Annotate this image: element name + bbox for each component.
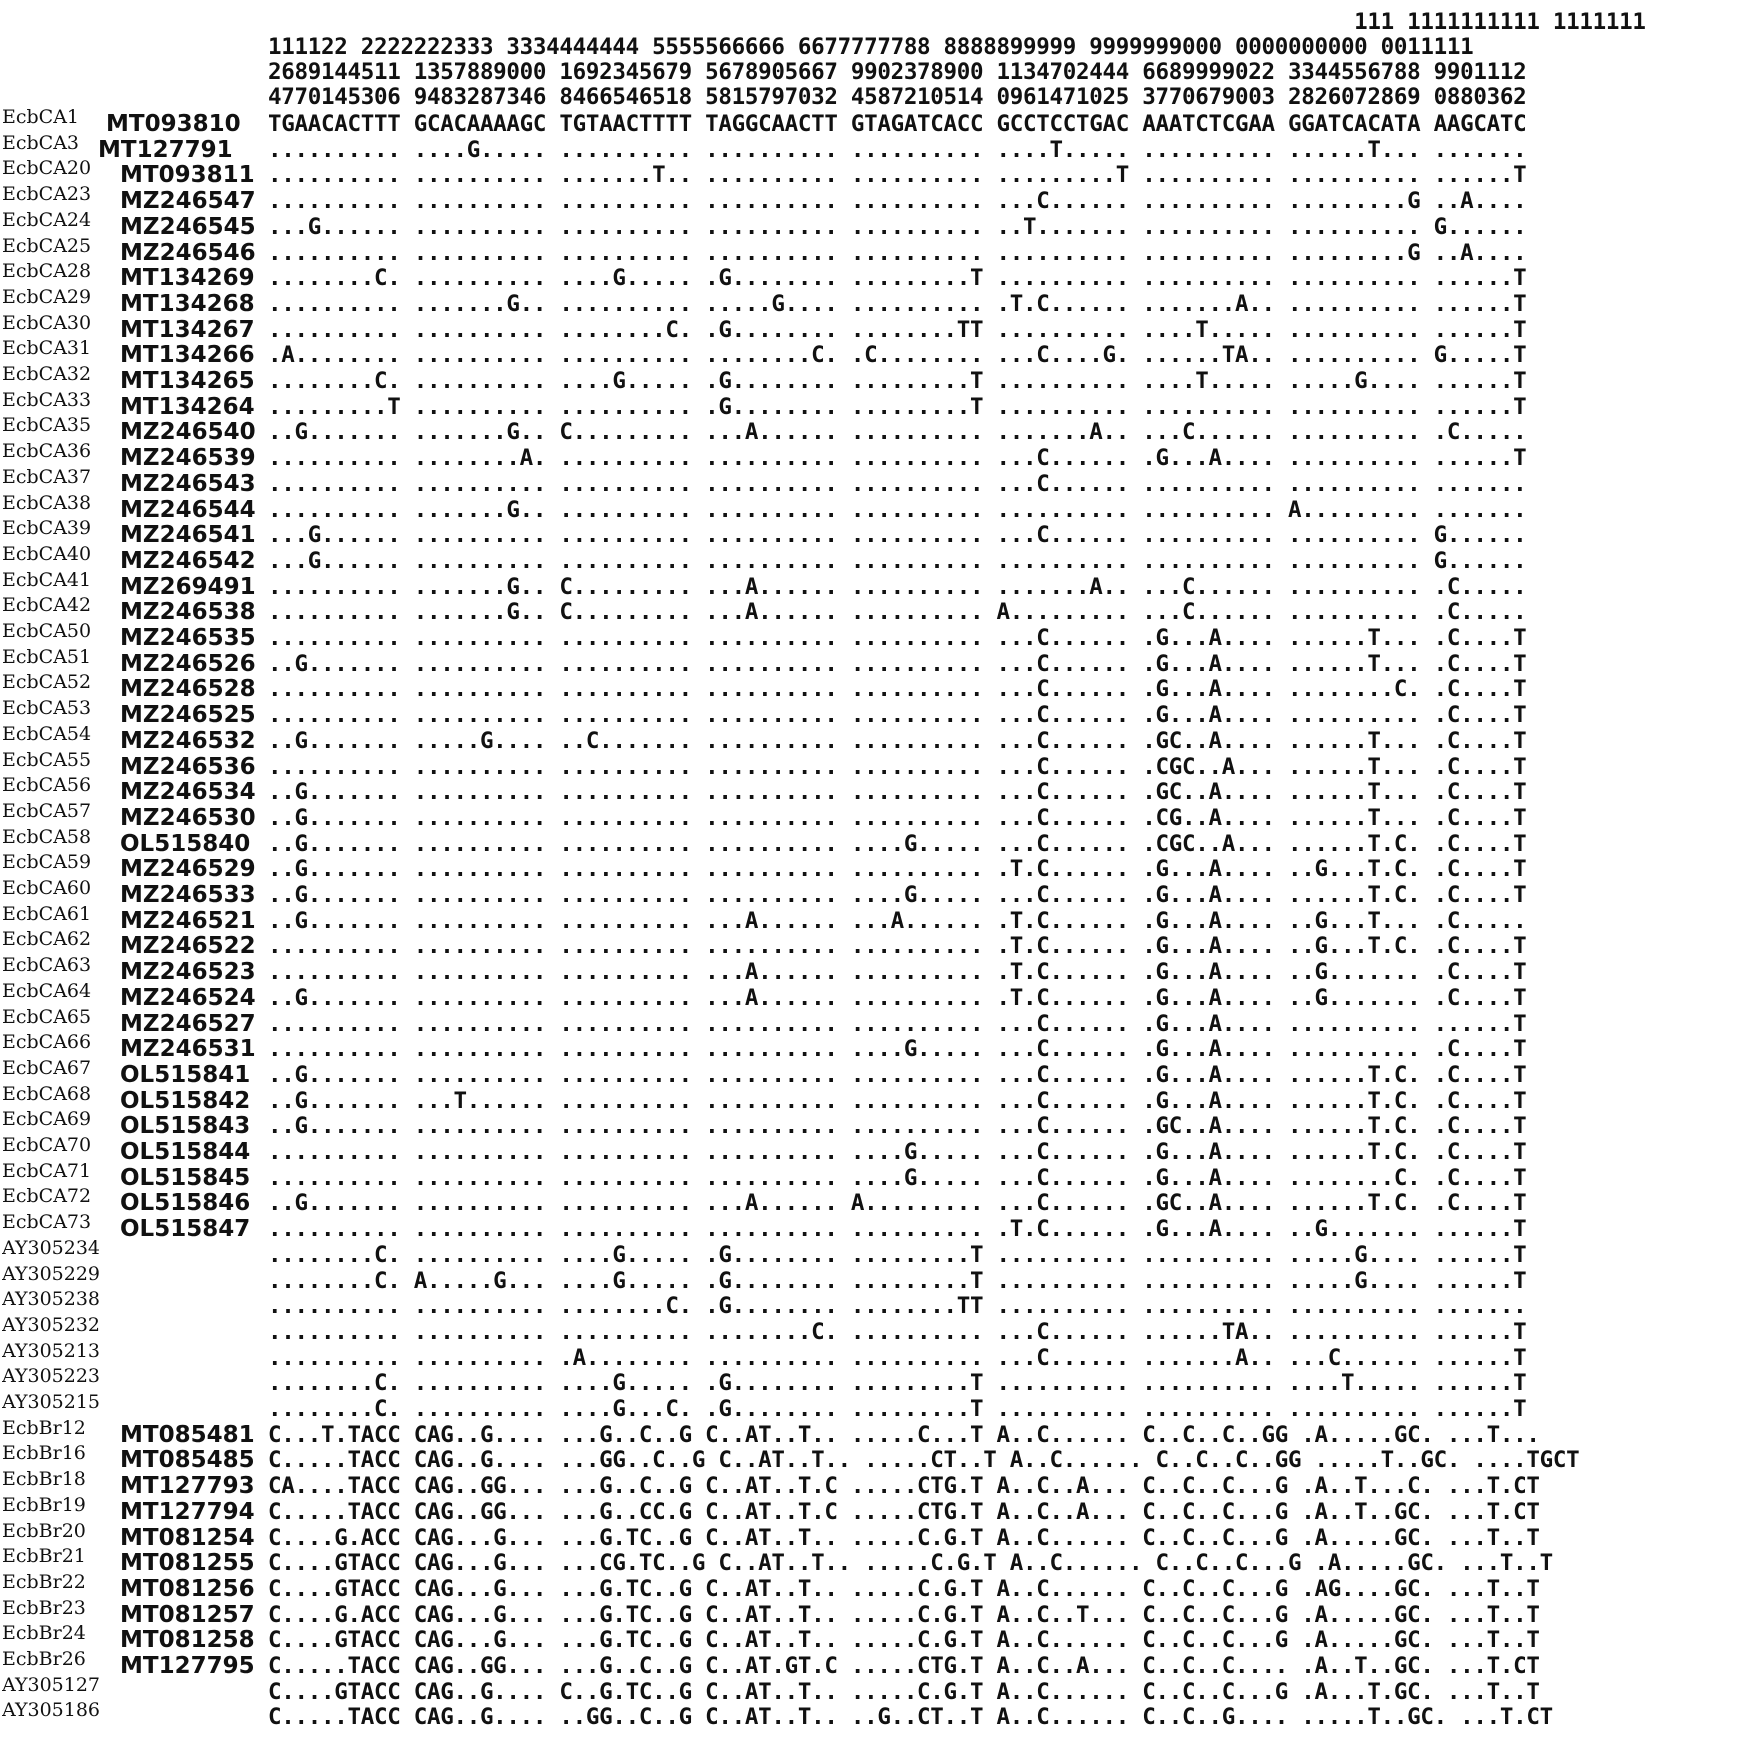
isolate-name: AY305229 [2,1262,101,1285]
accession-number: MZ246543 [120,470,256,497]
accession-number: MZ246544 [120,496,256,523]
isolate-name: EcbCA28 [2,260,92,283]
isolate-name: EcbBr12 [2,1416,86,1439]
accession-number: MT093810 [106,111,241,137]
isolate-name: EcbCA61 [2,902,92,925]
accession-number: MZ246534 [120,779,256,806]
sequence-row: .......... .......... .......... .......... .......... ...C...... .G...A.... ......T... .C....T [268,625,1527,651]
sequence-row: .......... .......... .......... .......... ....G..... ...C...... .G...A.... ......T.C. .C....T [268,1139,1527,1165]
isolate-name: EcbCA69 [2,1108,92,1131]
sequence-row: .......... .......... .......... .......... ....G..... ...C...... .G...A.... ........C. .C....T [268,1164,1527,1191]
sequence-row: ..G....... .......... .......... ...A...... .......... .T.C...... .G...A.... ..G....... .C....T [268,984,1527,1011]
sequence-row: .......... .......... .......T.. .......... .......... .........T .......... .......... ......T [268,162,1527,189]
sequence-row: .......... .......... .......... .......... .......... ...C...... .G...A.... .......... ......T [268,1010,1527,1037]
accession-number: MZ246546 [120,239,256,266]
sequence-row: .......... ........A. .......... .......... .......... ...C...... .G...A.... .......... ......T [268,445,1527,472]
sequence-row: .........T .......... .......... .G........ .........T .......... .......... .......... ......T [268,393,1527,420]
isolate-name: EcbCA33 [2,388,92,411]
accession-number: MT081256 [120,1575,255,1602]
isolate-name: EcbCA67 [2,1056,92,1079]
isolate-name: EcbCA38 [2,491,92,514]
sequence-row: ........C. .......... ....G..... .G........ .........T .......... .......... .......... ......T [268,265,1527,292]
isolate-name: EcbCA54 [2,722,92,745]
accession-number: OL515841 [120,1061,251,1088]
accession-number: MZ246538 [120,599,256,626]
sequence-row: .......... .......... .......... .......... .......... .......... .......... .........G ..A.... [268,239,1527,266]
accession-number: MT093811 [120,162,255,189]
sequence-row: ..G....... .......... .......... .......... ....G..... ...C...... .CGC..A... ......T.C. .C....T [268,830,1527,857]
isolate-name: EcbCA53 [2,697,92,720]
accession-number: MZ246524 [120,984,256,1011]
accession-number: MT085481 [120,1421,255,1448]
sequence-row: .......... .......G.. .......... .......... .......... .......... .......... A......... ....... [268,496,1527,523]
accession-number: MZ246542 [120,547,256,574]
accession-number: MZ246541 [120,522,256,549]
sequence-row: .......... .......... .......... .......... .......... ...C...... .G...A.... .......... .C....T [268,702,1527,729]
isolate-name: EcbCA30 [2,311,92,334]
isolate-name: EcbCA57 [2,799,92,822]
isolate-name: EcbBr26 [2,1648,86,1670]
accession-number: MT134265 [120,368,255,394]
isolate-name: EcbCA1 [2,106,80,128]
accession-number: MZ246521 [120,907,256,934]
accession-number: MZ246531 [120,1036,256,1063]
isolate-name: EcbCA39 [2,517,92,540]
sequence-row: ..G....... .......... .......... .......... .......... ...C...... .G...A.... ......T... .C....T [268,650,1527,677]
accession-number: MT081254 [120,1524,255,1551]
accession-number: MT127795 [120,1653,255,1679]
isolate-name: EcbCA68 [2,1082,92,1105]
sequence-row: ...G...... .......... .......... .......... .......... ..T....... .......... .......... G...... [268,213,1527,240]
isolate-name: EcbCA40 [2,542,92,565]
accession-number: MZ246529 [120,856,256,883]
sequence-row: .......... .......... .......... ...A...... .......... .T.C...... .G...A.... ..G....... .C....T [268,959,1527,986]
isolate-name: EcbCA37 [2,465,92,488]
isolate-name: AY305213 [2,1339,101,1362]
isolate-name: EcbCA42 [2,594,92,617]
sequence-row: .A........ .......... .......... ........C. .C........ ...C....G. ......TA.. .......... G.....T [268,342,1527,369]
isolate-name: AY305186 [2,1699,101,1722]
accession-number: MT085485 [120,1447,255,1474]
accession-number: MZ246539 [120,445,256,472]
isolate-name: EcbBr24 [2,1622,86,1645]
accession-number: MZ246540 [120,419,256,446]
accession-number: MZ246536 [120,753,256,780]
sequence-row: .......... .......... .......... .......... .......... ...C...... .CGC..A... ......T... .C....T [268,753,1527,780]
isolate-name: AY305234 [2,1236,101,1259]
accession-number: MZ246547 [120,188,256,215]
sequence-row: ..G....... .......... .......... .......... .......... ...C...... .GC..A.... ......T... .C....T [268,779,1527,806]
isolate-name: EcbCA20 [2,157,92,180]
isolate-name: EcbCA56 [2,774,92,797]
isolate-name: EcbCA35 [2,414,92,437]
isolate-name: EcbCA73 [2,1211,92,1234]
accession-number: MZ246535 [120,625,256,651]
accession-number: MZ246523 [120,959,256,986]
accession-number: OL515847 [120,1216,251,1243]
sequence-row: .......... .......... .......... .......... .......... .T.C...... .G...A.... ..G....... ......T [268,1216,1527,1243]
accession-number: MT134267 [120,316,255,343]
isolate-name: EcbCA52 [2,671,92,694]
accession-number: OL515842 [120,1087,251,1114]
position-header-line-1: 111 1111111111 1111111 [268,9,1646,35]
sequence-row: CA....TACC CAG..GG... ...G..C..G C..AT..T.C .....CTG.T A..C..A... C..C..C...G .A..T...C. ...T.CT [268,1473,1540,1500]
sequence-row: .......... .......... .......... .......... ....G..... ...C...... .G...A.... .......... .C....T [268,1036,1527,1063]
isolate-name: EcbBr22 [2,1570,86,1593]
isolate-name: EcbCA50 [2,620,92,642]
sequence-row: .......... .......G.. .......... .....G.... .......... .T.C...... .......A.. .......... ......T [268,290,1527,317]
isolate-name: EcbCA31 [2,337,92,360]
sequence-row: C....G.ACC CAG...G... ...G.TC..G C..AT..T.. .....C.G.T A..C...... C..C..C...G .A.....GC. ...T..T [268,1524,1540,1551]
sequence-row: ...G...... .......... .......... .......... .......... .......... .......... .......... G...... [268,547,1527,574]
isolate-name: EcbCA60 [2,877,92,899]
sequence-row: .......... .......G.. C......... ...A...... .......... A......... ...C...... .......... .C..... [268,599,1527,626]
sequence-row: ........C. .......... ....G..... .G........ .........T .......... .......... .....G.... ......T [268,1241,1527,1268]
accession-number: MT081255 [120,1550,255,1577]
sequence-row: C....GTACC CAG...G... ...CG.TC..G C..AT..T.. .....C.G.T A..C...... C..C..C...G .A.....GC. ...T..T [268,1550,1553,1577]
accession-number: MZ246525 [120,702,256,729]
accession-number: MZ246526 [120,650,256,677]
sequence-row: ..G....... .......... .......... .......... .......... .T.C...... .G...A.... ..G...T.C. .C....T [268,856,1527,883]
sequence-row: ..G....... .......... .......... .......... ....G..... ...C...... .G...A.... ......T.C. .C....T [268,882,1527,908]
isolate-name: EcbCA59 [2,851,92,874]
sequence-row: C.....TACC CAG..GG... ...G..C..G C..AT.GT.C .....CTG.T A..C..A... C..C..C.... .A..T..GC. ...T.CT [268,1653,1540,1679]
accession-number: MT134269 [120,265,255,292]
sequence-row: C...T.TACC CAG..G.... ...G..C..G C..AT..T.. .....C...T A..C...... C..C..C..GG .A.....GC. ...T... [268,1421,1540,1448]
sequence-row: ..G....... .......... .......... .......... .......... ...C...... .CG..A.... ......T... .C....T [268,804,1527,831]
isolate-name: EcbCA23 [2,183,92,206]
accession-number: MT081258 [120,1627,255,1654]
sequence-row: C.....TACC CAG..G.... ...GG..C..G C..AT..T.. .....CT..T A..C...... C..C..C..GG .....T..GC. ....TGCT [268,1447,1580,1474]
sequence-row: C....G.ACC CAG...G... ...G.TC..G C..AT..T.. .....C.G.T A..C..T... C..C..C...G .A.....GC. ...T..T [268,1601,1540,1628]
accession-number: MZ246527 [120,1010,256,1037]
isolate-name: AY305238 [2,1288,101,1311]
isolate-name: EcbBr16 [2,1442,86,1465]
sequence-row: ..G....... .....G.... ..C....... .......... .......... ...C...... .GC..A.... ......T... .C....T [268,727,1527,754]
isolate-name: EcbCA51 [2,645,92,668]
sequence-row: ...G...... .......... .......... .......... .......... ...C...... .......... .......... G...... [268,522,1527,549]
sequence-row: .......... .......... .......... ........C. .......... ...C...... ......TA.. .......... ......T [268,1318,1527,1345]
accession-number: MT081257 [120,1601,255,1628]
sequence-row: C....GTACC CAG..G.... C..G.TC..G C..AT..T.. .....C.G.T A..C...... C..C..C...G .A...T.GC. ...T..T [268,1678,1540,1705]
sequence-row: .......... ....G..... .......... .......... .......... ....T..... .......... ......T... ....... [268,136,1527,163]
isolate-name: EcbCA29 [2,285,92,308]
sequence-row: .......... .......... ........C. .G........ ........TT .......... .......... .......... ....... [268,1293,1527,1320]
sequence-row: ..G....... .......... .......... .......... .......... ...C...... .GC..A.... ......T.C. .C....T [268,1113,1527,1140]
isolate-name: AY305215 [2,1391,101,1413]
sequence-row: ........C. .......... ....G..... .G........ .........T .......... ....T..... .....G.... ......T [268,368,1527,394]
sequence-row: .......... .......... .......... .......... .......... ...C...... .......... .......... ....... [268,470,1527,497]
isolate-name: EcbBr20 [2,1519,86,1542]
isolate-name: EcbCA65 [2,1005,92,1028]
sequence-row: .......... .......... .A........ .......... .......... ...C...... .......A.. ...C...... ......T [268,1344,1527,1371]
isolate-name: EcbCA62 [2,928,92,951]
position-header-line-3: 2689144511 1357889000 1692345679 5678905667 9902378900 1134702444 6689999022 3344556788 9901112 [268,59,1527,85]
accession-number: MT127791 [98,136,233,163]
accession-number: MT134268 [120,290,255,317]
accession-number: MT134266 [120,342,255,369]
sequence-row: C....GTACC CAG...G... ...G.TC..G C..AT..T.. .....C.G.T A..C...... C..C..C...G .A.....GC. ...T..T [268,1627,1540,1654]
accession-number: MZ246530 [120,804,256,831]
sequence-row: .......... .......... .......... .......... .......... ...C...... .G...A.... ........C. .C....T [268,676,1527,703]
accession-number: OL515843 [120,1113,251,1140]
sequence-row: ..G....... ...T...... .......... .......... .......... ...C...... .G...A.... ......T.C. .C....T [268,1087,1527,1114]
sequence-row: TGAACACTTT GCACAAAAGC TGTAACTTTT TAGGCAACTT GTAGATCACC GCCTCCTGAC AAATCTCGAA GGATCACATA AAGCATC [268,111,1527,137]
sequence-row: ........C. .......... ....G..... .G........ .........T .......... .......... ....T..... ......T [268,1370,1527,1397]
isolate-name: EcbCA36 [2,440,92,463]
accession-number: MZ246528 [120,676,256,703]
accession-number: MZ246532 [120,727,256,754]
isolate-name: EcbBr19 [2,1493,86,1516]
isolate-name: EcbBr21 [2,1545,86,1568]
isolate-name: EcbCA64 [2,979,92,1002]
accession-number: MZ246522 [120,933,256,960]
accession-number: OL515840 [120,830,251,857]
isolate-name: AY305223 [2,1365,101,1388]
isolate-name: EcbCA66 [2,1031,92,1054]
sequence-row: .......... .......G.. C......... ...A...... .......... .......A.. ...C...... .......... .C..... [268,573,1527,600]
sequence-row: .......... .......... .......... .......... .......... .T.C...... .G...A.... ..G...T.C. .C....T [268,933,1527,960]
accession-number: MT127794 [120,1498,255,1525]
isolate-name: EcbCA24 [2,208,92,231]
position-header-line-2: 111122 2222222333 3334444444 5555566666 6677777788 8888899999 9999999000 0000000000 0011111 [268,34,1474,60]
sequence-row: C....GTACC CAG...G... ...G.TC..G C..AT..T.. .....C.G.T A..C...... C..C..C...G .AG....GC. ...T..T [268,1575,1540,1602]
accession-number: OL515845 [120,1164,251,1191]
isolate-name: EcbCA55 [2,748,92,771]
isolate-name: EcbCA3 [2,131,80,154]
position-header-line-4: 4770145306 9483287346 8466546518 5815797032 4587210514 0961471025 3770679003 2826072869 0880362 [268,84,1527,110]
isolate-name: AY305232 [2,1313,101,1336]
isolate-name: EcbCA63 [2,954,92,977]
isolate-name: EcbCA32 [2,363,92,385]
sequence-row: .......... .......... ........C. .G........ ........TT .......... ....T..... .......... ......T [268,316,1527,343]
accession-number: MZ269491 [120,573,256,600]
accession-number: MT127793 [120,1473,255,1500]
sequence-row: ..G....... .......... .......... .......... .......... ...C...... .G...A.... ......T.C. .C....T [268,1061,1527,1088]
accession-number: MZ246545 [120,213,256,240]
accession-number: OL515844 [120,1139,251,1165]
sequence-row: ..G....... .......G.. C......... ...A...... .......... .......A.. ...C...... .......... .C..... [268,419,1527,446]
accession-number: MT134264 [120,393,255,420]
isolate-name: EcbBr18 [2,1468,86,1491]
isolate-name: AY305127 [2,1673,101,1696]
isolate-name: EcbCA41 [2,568,92,591]
isolate-name: EcbBr23 [2,1596,86,1619]
sequence-row: ..G....... .......... .......... ...A...... A......... ...C...... .GC..A.... ......T.C. .C....T [268,1190,1527,1217]
isolate-name: EcbCA70 [2,1134,92,1156]
accession-number: MZ246533 [120,882,256,908]
sequence-row: ........C. .......... ....G...C. .G........ .........T .......... .......... .......... ......T [268,1396,1527,1422]
sequence-row: ..G....... .......... .......... ...A...... ...A...... .T.C...... .G...A.... ..G...T... .C..... [268,907,1527,934]
sequence-row: C.....TACC CAG..GG... ...G..CC.G C..AT..T.C .....CTG.T A..C..A... C..C..C...G .A..T..GC. ...T.CT [268,1498,1540,1525]
isolate-name: EcbCA25 [2,234,92,257]
sequence-row: .......... .......... .......... .......... .......... ...C...... .......... .........G ..A.... [268,188,1527,215]
accession-number: OL515846 [120,1190,251,1217]
sequence-row: C.....TACC CAG..G.... ..GG..C..G C..AT..T.. ..G..CT..T A..C...... C..C..G.... .....T..GC. ...T.CT [268,1704,1553,1731]
isolate-name: EcbCA71 [2,1159,92,1182]
isolate-name: EcbCA58 [2,825,92,848]
isolate-name: EcbCA72 [2,1185,92,1208]
sequence-row: ........C. A.....G... ....G..... .G........ .........T .......... .......... .....G.... ......T [268,1267,1527,1294]
